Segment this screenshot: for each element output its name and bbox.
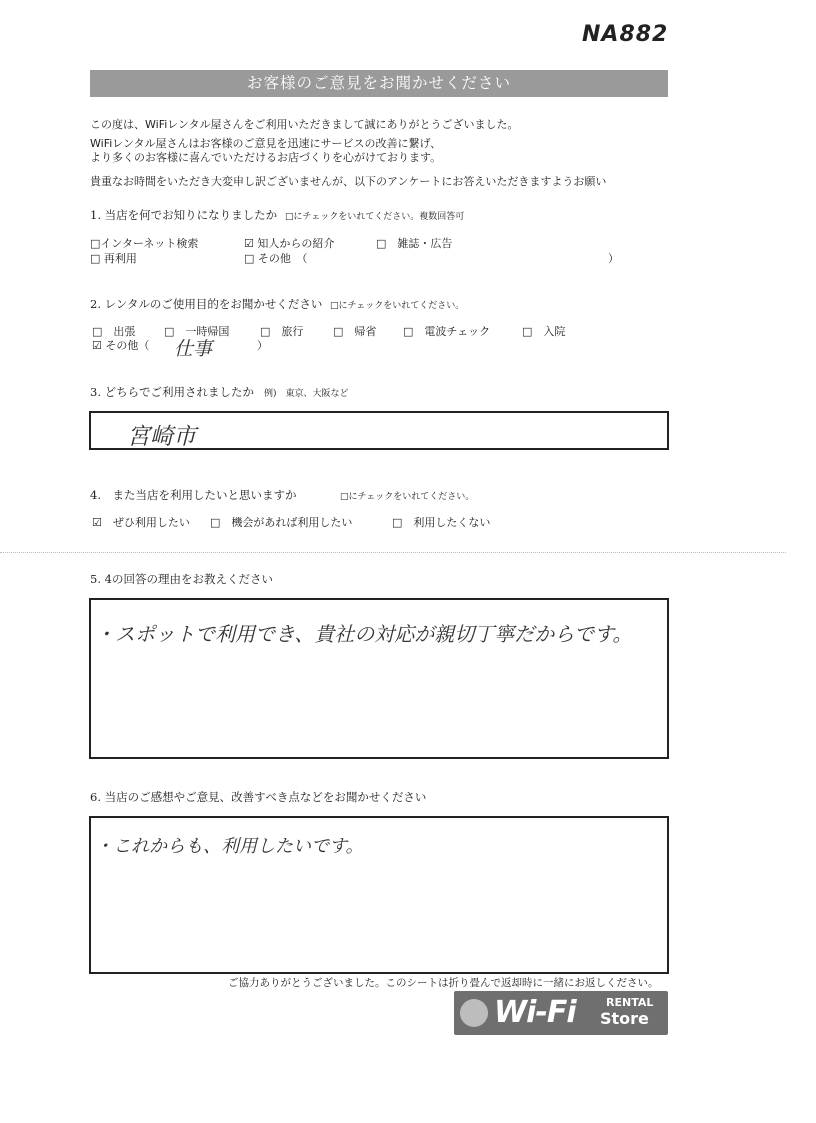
- footer-note: ご協力ありがとうございました。このシートは折り畳んで返却時に一緒にお返しください。: [228, 977, 659, 989]
- question-3-label: 3. どちらでご利用されましたか: [90, 385, 255, 399]
- q2-other-answer: 仕事: [174, 338, 213, 360]
- q2-option-other[interactable]: ☑ その他（: [92, 339, 150, 352]
- intro-line-4: 貴重なお時間をいただき大変申し訳ございませんが、以下のアンケートにお答えいただきますようお願い: [90, 175, 607, 188]
- question-2-label: 2. レンタルのご使用目的をお聞かせください: [90, 297, 323, 311]
- q1-option-other[interactable]: □ その他 （: [244, 252, 308, 265]
- intro-line-2: WiFiレンタル屋さんはお客様のご意見を迅速にサービスの改善に繋げ、: [90, 137, 442, 150]
- reference-code: NA882: [582, 22, 669, 47]
- logo-wordmark: Wi-Fi: [494, 995, 576, 1030]
- q5-answer-box[interactable]: [89, 598, 669, 759]
- q4-option-definitely[interactable]: ☑ ぜひ利用したい: [92, 516, 190, 529]
- question-3-note: 例) 東京、大阪など: [264, 389, 349, 399]
- q2-option-homecoming[interactable]: □ 帰省: [333, 325, 377, 338]
- q1-option-internet[interactable]: □インターネット検索: [90, 237, 199, 250]
- question-4-label: 4. また当店を利用したいと思いますか: [90, 488, 297, 502]
- wifi-rental-store-logo: [454, 991, 668, 1035]
- q2-option-signal-check[interactable]: □ 電波チェック: [403, 325, 491, 338]
- q4-option-if-chance[interactable]: □ 機会があれば利用したい: [210, 516, 353, 529]
- q1-option-reuse[interactable]: □ 再利用: [90, 252, 137, 265]
- q2-option-hospital[interactable]: □ 入院: [522, 325, 566, 338]
- fold-line: [0, 552, 786, 553]
- q2-option-other-close: ）: [257, 339, 268, 352]
- question-2-note: □にチェックをいれてください。: [330, 301, 465, 311]
- q1-option-other-close: ）: [608, 252, 619, 265]
- q2-option-travel[interactable]: □ 旅行: [260, 325, 304, 338]
- question-4-note: □にチェックをいれてください。: [340, 492, 475, 502]
- question-1-note: □にチェックをいれてください。複数回答可: [285, 212, 465, 222]
- q4-option-no[interactable]: □ 利用したくない: [392, 516, 491, 529]
- logo-rental: RENTAL: [606, 996, 654, 1009]
- q6-answer-box[interactable]: [89, 816, 669, 974]
- survey-title: お客様のご意見をお聞かせください: [90, 70, 668, 97]
- question-6-label: 6. 当店のご感想やご意見、改善すべき点などをお聞かせください: [90, 790, 427, 804]
- q6-answer: ・これからも、利用したいです。: [95, 836, 364, 857]
- q2-option-business[interactable]: □ 出張: [92, 325, 136, 338]
- intro-line-1: この度は、WiFiレンタル屋さんをご利用いただきまして誠にありがとうございました。: [90, 118, 519, 131]
- q3-answer-box[interactable]: [89, 411, 669, 450]
- q2-option-temporary-return[interactable]: □ 一時帰国: [164, 325, 230, 338]
- mascot-icon: [460, 999, 488, 1027]
- question-1-label: 1. 当店を何でお知りになりましたか: [90, 208, 278, 222]
- q5-answer: ・スポットで利用でき、貴社の対応が親切丁寧だからです。: [95, 622, 633, 646]
- q1-option-magazine[interactable]: □ 雑誌・広告: [376, 237, 453, 250]
- logo-store: Store: [600, 1009, 649, 1028]
- question-5-label: 5. 4の回答の理由をお教えください: [90, 572, 273, 586]
- q1-option-referral[interactable]: ☑ 知人からの紹介: [244, 237, 335, 250]
- intro-line-3: より多くのお客様に喜んでいただけるお店づくりを心がけております。: [90, 151, 442, 164]
- q3-answer: 宮崎市: [127, 424, 196, 450]
